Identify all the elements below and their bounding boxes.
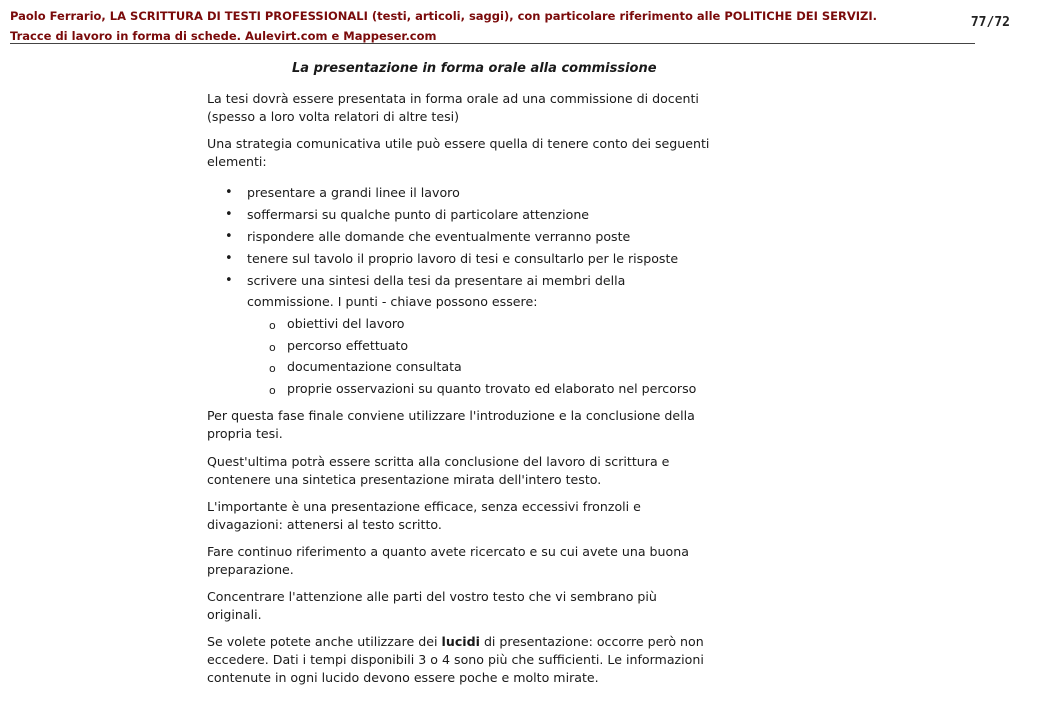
paragraph-line: originali. (207, 607, 262, 622)
paragraph-8 (207, 633, 704, 687)
circle-bullet-icon: o (269, 362, 276, 375)
paragraph-line: contenute in ogni lucido devono essere poche e molto mirate. (207, 670, 599, 685)
paragraph-line (207, 633, 704, 651)
paragraph-5 (207, 498, 641, 534)
paragraph-line: Una strategia comunicativa utile può essere quella di tenere conto dei seguenti (207, 136, 710, 151)
bullet-item-continuation: commissione. I punti - chiave possono essere: (247, 294, 538, 309)
sub-bullet-item: documentazione consultata (287, 359, 462, 374)
paragraph-line: L'importante è una presentazione efficace, senza eccessivi fronzoli e (207, 499, 641, 514)
document-title: La presentazione in forma orale alla commissione (292, 61, 657, 76)
header-line-2: Tracce di lavoro in forma di schede. Aulevirt.com e Mappeser.com (10, 29, 437, 43)
paragraph-line: (spesso a loro volta relatori di altre tesi) (207, 109, 460, 124)
bullet-icon: • (225, 273, 233, 288)
circle-bullet-icon: o (269, 319, 276, 332)
paragraph-3 (207, 407, 695, 443)
bullet-icon: • (225, 207, 233, 222)
emphasis-lucidi: lucidi (441, 634, 480, 649)
circle-bullet-icon: o (269, 384, 276, 397)
paragraph-line: divagazioni: attenersi al testo scritto. (207, 517, 442, 532)
bullet-icon: • (225, 229, 233, 244)
paragraph-6 (207, 543, 689, 579)
paragraph-4 (207, 453, 669, 489)
header-divider (10, 43, 975, 44)
bullet-item: scrivere una sintesi della tesi da presentare ai membri della (247, 273, 626, 288)
paragraph-7 (207, 588, 657, 624)
paragraph-line: Per questa fase finale conviene utilizzare l'introduzione e la conclusione della (207, 408, 695, 423)
sub-bullet-item: percorso effettuato (287, 338, 409, 353)
paragraph-line: Concentrare l'attenzione alle parti del vostro testo che vi sembrano più (207, 589, 657, 604)
sub-bullet-item: proprie osservazioni su quanto trovato ed elaborato nel percorso (287, 381, 697, 396)
bullet-icon: • (225, 185, 233, 200)
paragraph-line: Quest'ultima potrà essere scritta alla conclusione del lavoro di scrittura e (207, 454, 670, 469)
paragraph-line: contenere una sintetica presentazione mirata dell'intero testo. (207, 472, 602, 487)
circle-bullet-icon: o (269, 341, 276, 354)
bullet-item: soffermarsi su qualche punto di particolare attenzione (247, 207, 590, 222)
paragraph-line: preparazione. (207, 562, 294, 577)
bullet-item: rispondere alle domande che eventualmente verranno poste (247, 229, 631, 244)
page-number: 77/72 (970, 15, 1010, 30)
text-run: di presentazione: occorre però non (479, 634, 704, 649)
paragraph-line: eccedere. Dati i tempi disponibili 3 o 4 sono più che sufficienti. Le informazioni (207, 652, 704, 667)
paragraph-line: Fare continuo riferimento a quanto avete ricercato e su cui avete una buona (207, 544, 689, 559)
paragraph-line: elementi: (207, 154, 267, 169)
paragraph-line: La tesi dovrà essere presentata in forma orale ad una commissione di docenti (207, 91, 699, 106)
page-header (10, 6, 970, 46)
bullet-item: tenere sul tavolo il proprio lavoro di tesi e consultarlo per le risposte (247, 251, 679, 266)
paragraph-1 (207, 90, 699, 126)
bullet-icon: • (225, 251, 233, 266)
paragraph-line: propria tesi. (207, 426, 283, 441)
paragraph-2 (207, 135, 709, 171)
text-run: Se volete potete anche utilizzare dei (207, 634, 442, 649)
sub-bullet-item: obiettivi del lavoro (287, 316, 405, 331)
header-line-1: Paolo Ferrario, LA SCRITTURA DI TESTI PROFESSIONALI (testi, articoli, saggi), con particolare riferimento alle POLITICHE DEI SERVIZI. (10, 9, 878, 23)
bullet-item: presentare a grandi linee il lavoro (247, 185, 460, 200)
